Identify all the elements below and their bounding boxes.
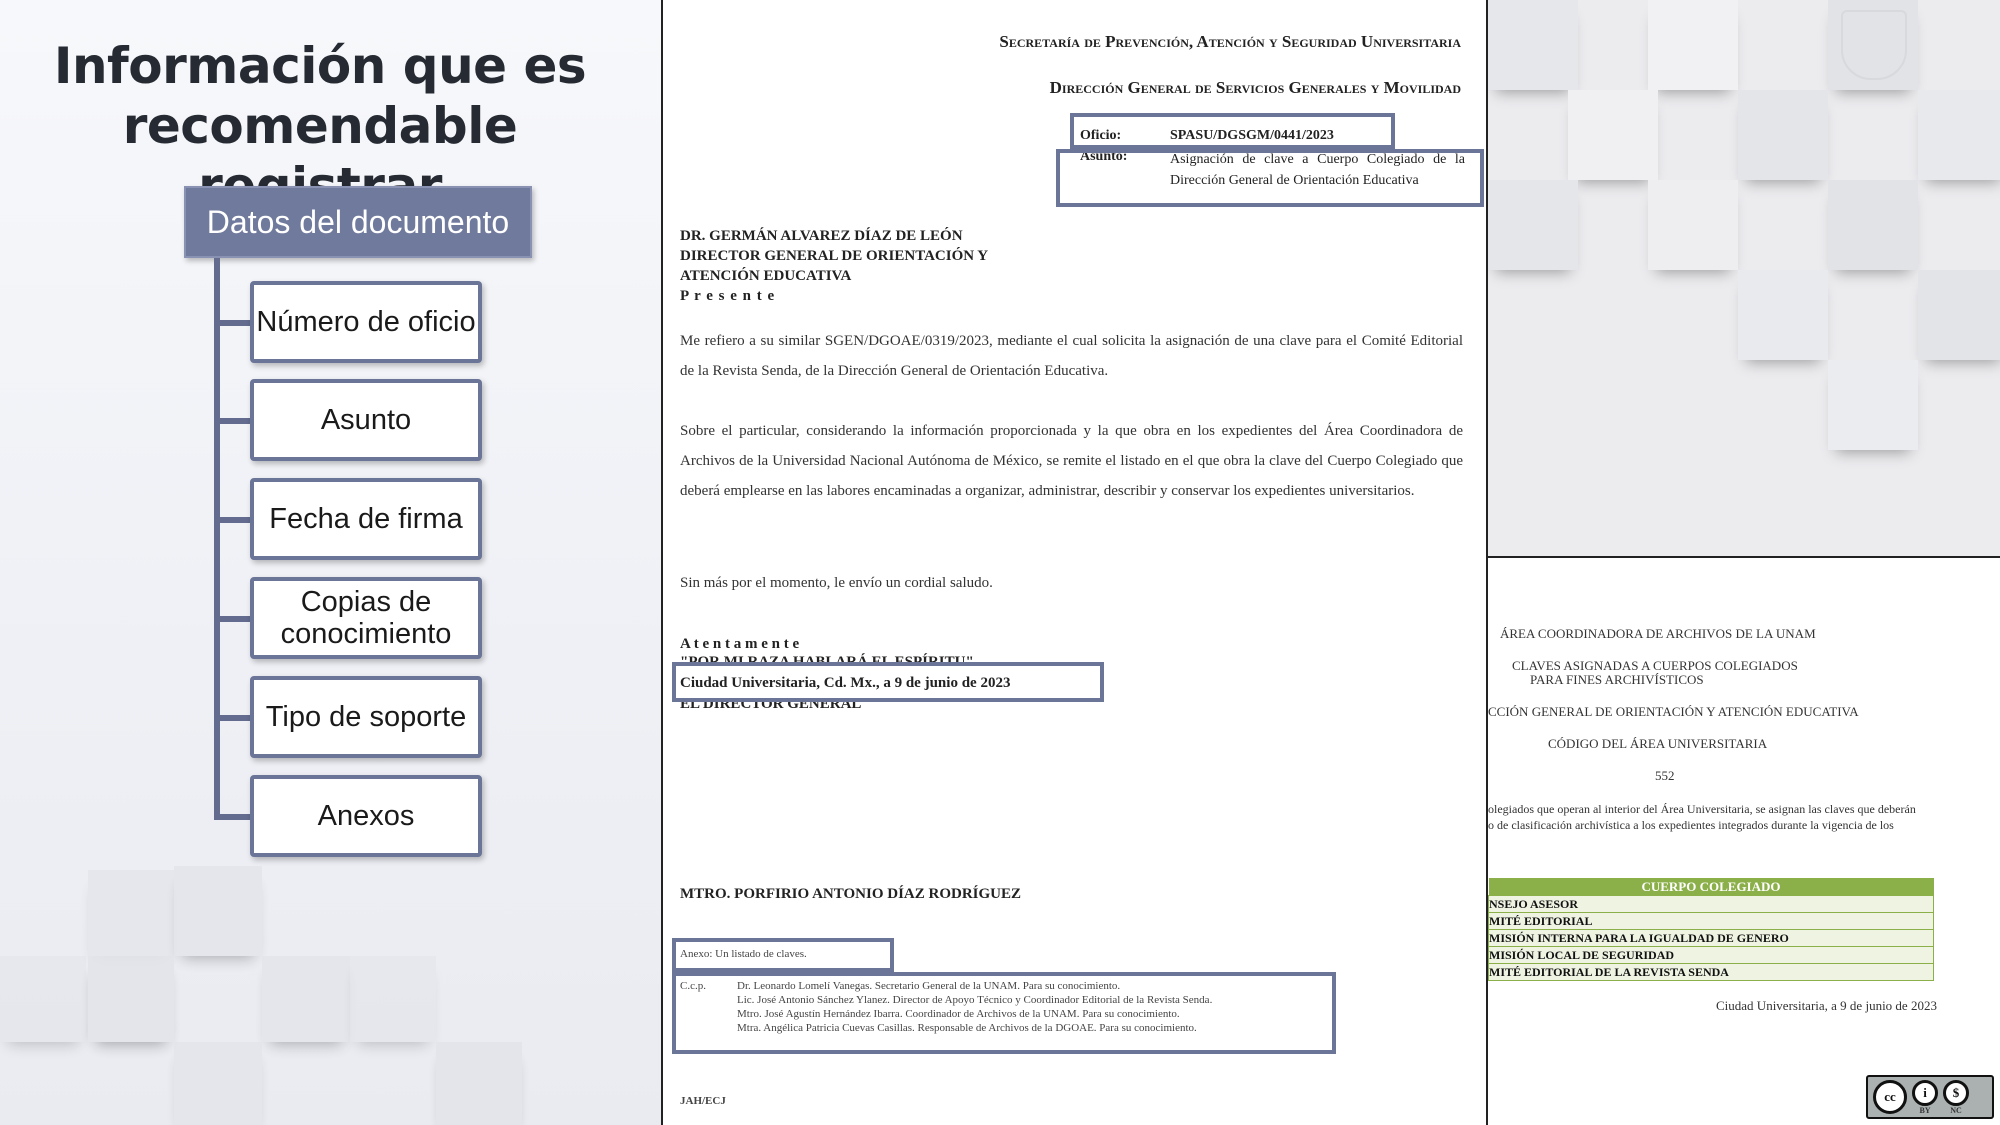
recipient-name: DR. GERMÁN ALVAREZ DÍAZ DE LEÓN [680, 228, 963, 244]
decor-tile [1488, 0, 1578, 90]
decor-tile [88, 870, 174, 956]
ccp-line-1: Dr. Leonardo Lomelí Vanegas. Secretario General de la UNAM. Para su conocimiento. [737, 980, 1121, 992]
asunto-label: Asunto: [1080, 149, 1128, 164]
tree-node-tipo-de-soporte: Tipo de soporte [250, 676, 482, 758]
table-cell: MITÉ EDITORIAL [1489, 913, 1934, 930]
slide-title-line-2: recomendable [122, 97, 518, 155]
letter-paragraph-2: Sobre el particular, considerando la información proporcionada y la que obra en los expedientes del Área Coordinadora de Archivos de la Universidad Nacional Autónoma de México, se remite el listado en el que obra la clave del Cuerpo Colegiado que deberá emplearse en las labores encaminadas a organizar, administrar, describir y conservar los expedientes universitarios. [680, 423, 1463, 499]
decor-tile [1648, 0, 1738, 90]
table-header: CUERPO COLEGIADO [1489, 878, 1934, 896]
annex-date: Ciudad Universitaria, a 9 de junio de 2023 [1716, 998, 1937, 1013]
letter-header-secretaria: Secretaría de Prevención, Atención y Seguridad Universitaria [999, 32, 1461, 51]
annex-text-2: o de clasificación archivística a los expedientes integrados durante la vigencia de los [1488, 818, 1894, 832]
asunto-highlight-box [1056, 149, 1484, 207]
letter-header-direccion: Dirección General de Servicios Generales y Movilidad [1049, 78, 1461, 97]
letter-signing-date: Ciudad Universitaria, Cd. Mx., a 9 de junio de 2023 [680, 675, 1011, 691]
letter-motto: "POR MI RAZA HABLARÁ EL ESPÍRITU" [680, 654, 974, 670]
official-letter-document [661, 0, 1488, 1125]
slide-title-line-1: Información que es [53, 37, 587, 95]
annex-line-claves: CLAVES ASIGNADAS A CUERPOS COLEGIADOS [1512, 658, 1798, 673]
attribution-icon: i [1912, 1080, 1938, 1106]
decor-tile [1918, 270, 2000, 360]
ccp-line-2: Lic. José Antonio Sánchez Ylanez. Director de Apoyo Técnico y Coordinador Editorial de la Revista Senda. [737, 994, 1213, 1006]
table-cell: MITÉ EDITORIAL DE LA REVISTA SENDA [1489, 964, 1934, 981]
decor-tile [1738, 270, 1828, 360]
tree-branch-line [214, 616, 252, 622]
nc-license [1943, 1080, 1969, 1115]
decor-tile [1568, 90, 1658, 180]
tree-branch-line [214, 715, 252, 721]
decor-tile [350, 956, 436, 1042]
tree-node-fecha-de-firma: Fecha de firma [250, 478, 482, 560]
recipient-title-1: DIRECTOR GENERAL DE ORIENTACIÓN Y [680, 248, 989, 264]
table-cell: MISIÓN INTERNA PARA LA IGUALDAD DE GENERO [1489, 930, 1934, 947]
tree-branch-line [214, 320, 252, 326]
ccp-label: C.c.p. [680, 980, 706, 992]
tree-branch-line [214, 418, 252, 424]
table-row [1489, 964, 1934, 981]
recipient-block [680, 226, 988, 306]
decor-tile [0, 956, 86, 1042]
table-row [1489, 947, 1934, 964]
annex-area-code: 552 [1655, 768, 1675, 783]
ccp-highlight-box [672, 972, 1336, 1054]
annex-line-area: ÁREA COORDINADORA DE ARCHIVOS DE LA UNAM [1500, 626, 1816, 641]
decor-tile [1648, 180, 1738, 270]
tree-node-copias-de-conocimiento: Copias de conocimiento [250, 577, 482, 659]
decor-tile [1488, 180, 1578, 270]
tree-node-numero-de-oficio: Número de oficio [250, 281, 482, 363]
noncommercial-icon: $ [1943, 1080, 1969, 1106]
decor-tile [174, 1042, 262, 1125]
oficio-label: Oficio: [1080, 128, 1122, 143]
decor-tile [88, 956, 174, 1042]
decor-tile [1828, 360, 1918, 450]
table-row [1489, 896, 1934, 913]
annex-text-1: olegiados que operan al interior del Área Universitaria, se asignan las claves que deberán [1488, 802, 1916, 816]
right-decorative-panel [1488, 0, 2000, 556]
tree-node-asunto: Asunto [250, 379, 482, 461]
signer-name: MTRO. PORFIRIO ANTONIO DÍAZ RODRÍGUEZ [680, 886, 1022, 902]
table-row [1489, 913, 1934, 930]
decor-tile [1738, 90, 1828, 180]
asunto-value: Asignación de clave a Cuerpo Colegiado de la Dirección General de Orientación Educativa [1170, 152, 1465, 188]
tree-root-node: Datos del documento [184, 186, 532, 258]
decor-tile [174, 866, 262, 956]
decor-tile [262, 956, 350, 1042]
oficio-value: SPASU/DGSGM/0441/2023 [1170, 128, 1334, 143]
by-label: BY [1919, 1105, 1931, 1115]
nc-label: NC [1950, 1105, 1962, 1115]
annex-line-fines: PARA FINES ARCHIVÍSTICOS [1530, 672, 1704, 687]
recipient-title-2: ATENCIÓN EDUCATIVA [680, 268, 852, 284]
anexo-line: Anexo: Un listado de claves. [680, 948, 807, 960]
decor-tile [1828, 180, 1918, 270]
ccp-line-4: Mtra. Angélica Patricia Cuevas Casillas. Responsable de Archivos de la DGOAE. Para su conocimiento. [737, 1022, 1197, 1034]
anexo-highlight-box [672, 938, 894, 972]
date-highlight-box [672, 662, 1104, 702]
decor-tile [436, 1042, 522, 1125]
creative-commons-license-badge [1866, 1075, 1994, 1119]
tree-branch-line [214, 517, 252, 523]
recipient-presente: P r e s e n t e [680, 288, 776, 304]
annex-line-direccion: CCIÓN GENERAL DE ORIENTACIÓN Y ATENCIÓN EDUCATIVA [1488, 704, 1859, 719]
unam-crest-watermark-icon [1841, 10, 1907, 80]
signer-title: EL DIRECTOR GENERAL [680, 696, 862, 712]
table-cell: NSEJO ASESOR [1489, 896, 1934, 913]
tree-trunk-line [214, 258, 220, 820]
oficio-highlight-box [1070, 113, 1395, 149]
decor-tile [1918, 90, 2000, 180]
cc-icon: cc [1873, 1080, 1907, 1114]
table-row [1489, 930, 1934, 947]
letter-paragraph-3: Sin más por el momento, le envío un cordial saludo. [680, 575, 993, 591]
by-license [1912, 1080, 1938, 1115]
annex-document [1488, 556, 2000, 1125]
table-cell: MISIÓN LOCAL DE SEGURIDAD [1489, 947, 1934, 964]
annex-line-codigo: CÓDIGO DEL ÁREA UNIVERSITARIA [1548, 736, 1768, 751]
tree-node-anexos: Anexos [250, 775, 482, 857]
ccp-line-3: Mtro. José Agustín Hernández Ibarra. Coordinador de Archivos de la UNAM. Para su conocimiento. [737, 1008, 1180, 1020]
cuerpo-colegiado-table [1488, 878, 1934, 981]
letter-closing: A t e n t a m e n t e [680, 636, 800, 652]
document-initials: JAH/ECJ [680, 1095, 726, 1107]
letter-paragraph-1: Me refiero a su similar SGEN/DGOAE/0319/2023, mediante el cual solicita la asignación de una clave para el Comité Editorial de la Revista Senda, de la Dirección General de Orientación Educativa. [680, 333, 1463, 379]
tree-branch-line [214, 814, 252, 820]
